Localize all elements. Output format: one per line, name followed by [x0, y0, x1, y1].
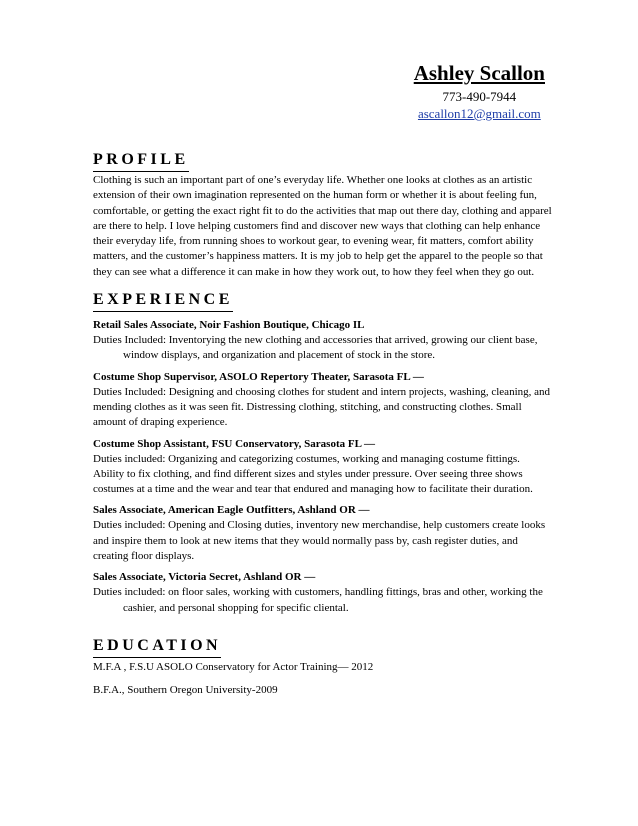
education-item: B.F.A., Southern Oregon University-2009	[93, 683, 278, 696]
resume-content	[93, 150, 553, 698]
job-entry	[93, 503, 553, 564]
job-title: Costume Shop Assistant, FSU Conservatory, Sarasota FL —	[93, 437, 376, 450]
job-entry	[93, 318, 553, 364]
job-entry	[93, 370, 553, 431]
job-title: Sales Associate, Victoria Secret, Ashland OR —	[93, 571, 316, 584]
email-link[interactable]: ascallon12@gmail.com	[417, 106, 541, 121]
education-section	[93, 636, 553, 698]
profile-heading: PROFILE	[93, 150, 189, 172]
profile-section	[93, 150, 553, 280]
education-heading: EDUCATION	[93, 636, 221, 658]
resume-header	[414, 60, 545, 122]
job-title: Sales Associate, American Eagle Outfitters, Ashland OR —	[93, 504, 370, 517]
job-title: Costume Shop Supervisor, ASOLO Repertory Theater, Sarasota FL —	[93, 370, 424, 383]
education-item: M.F.A , F.S.U ASOLO Conservatory for Actor Training— 2012	[93, 660, 374, 673]
job-description: Duties included: on floor sales, working with customers, handling fittings, bras and other, working the cashier, and personal shopping for specific cliental.	[93, 586, 543, 614]
candidate-name: Ashley Scallon	[413, 61, 545, 85]
job-description: Duties Included: Inventorying the new clothing and accessories that arrived, growing our client base, window displays, and organization and placement of stock in the store.	[93, 334, 538, 362]
job-description: Duties Included: Designing and choosing clothes for student and intern projects, washing, cleaning, and mending clothes as it was seen fit. Distressing clothing, stitching, and constructing clothes. Small amount of draping experience.	[93, 385, 551, 429]
job-description: Duties included: Opening and Closing duties, inventory new merchandise, help customers create looks and inspire them to look at new items that they would normally pass by, cash register duties, and creating floor displays.	[93, 519, 546, 563]
phone-number: 773-490-7944	[442, 89, 517, 104]
job-title: Retail Sales Associate, Noir Fashion Boutique, Chicago IL	[93, 319, 365, 332]
experience-section	[93, 290, 553, 616]
experience-heading: EXPERIENCE	[93, 290, 233, 312]
job-description: Duties included: Organizing and categorizing costumes, working and managing costume fittings. Ability to fix clothing, and find different sizes and styles under pressure. Over seeing three shows costumes at a time and the wear and tear that endured and managing how to facilitate their duration.	[93, 452, 533, 496]
job-entry	[93, 437, 553, 498]
profile-text: Clothing is such an important part of one’s everyday life. Whether one looks at clothes as an artistic extension of their own imagination represented on the human form or whether it is about feeling fun, comfortable, or getting the exact right fit to do the activities that map out there day, clothing and apparel are there to help. I love helping customers find and discover new ways that clothing can help enhance their everyday life, from running shoes to workout gear, to evening wear, fit matters, comfort ability matters, and the customer’s happiness matters. It is my job to help get the apparel to the people so that they can see what a difference it can make in how they work out, to how they feel when they go out.	[93, 174, 552, 278]
job-entry	[93, 570, 553, 616]
